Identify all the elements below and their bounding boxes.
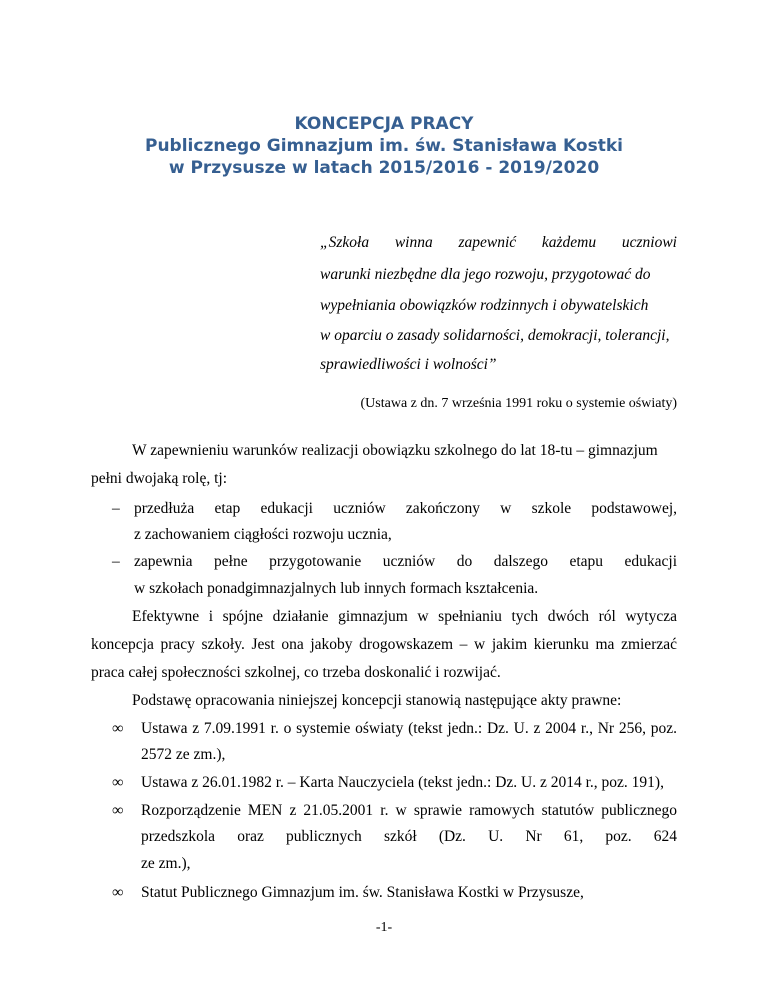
act-word: szkół (383, 828, 417, 845)
intro-line-2: pełni dwojaką rolę, tj: (91, 470, 228, 487)
role-word: edukacji (260, 500, 313, 517)
act-word: (Dz. (438, 828, 466, 845)
act-word: poz. (605, 828, 632, 845)
act-1-line-1: Ustawa z 7.09.1991 r. o systemie oświaty (tekst jedn.: Dz. U. z 2004 r., Nr 256, poz. (141, 720, 677, 737)
role-word: edukacji (624, 553, 678, 570)
quote-line-3: wypełniania obowiązków rodzinnych i obywatelskich (320, 297, 649, 314)
act-3-line-2 (141, 828, 677, 846)
para2-line-1: Efektywne i spójne działanie gimnazjum w spełnianiu tych dwóch ról wytycza (132, 608, 677, 625)
role-1-line-1 (134, 500, 677, 518)
act-word: oraz (237, 828, 264, 845)
quote-source: (Ustawa z dn. 7 września 1991 roku o systemie oświaty) (360, 396, 677, 411)
role-word: uczniów (333, 500, 386, 517)
role-2-line-1 (134, 553, 677, 571)
intro-line-1: W zapewnieniu warunków realizacji obowiązku szkolnego do lat 18-tu – gimnazjum (132, 442, 658, 459)
infinity-bullet: ∞ (112, 774, 124, 791)
act-1-line-2: 2572 ze zm.), (141, 746, 226, 763)
quote-word: winna (394, 234, 433, 251)
role-word: przygotowanie (269, 553, 362, 570)
act-word: Nr (525, 828, 542, 845)
role-word: zakończony (405, 500, 480, 517)
role-word: w (500, 500, 512, 517)
page-number: -1- (375, 920, 393, 935)
role-1-line-2: z zachowaniem ciągłości rozwoju ucznia, (134, 526, 392, 543)
dash-bullet: – (112, 500, 120, 517)
quote-word: „Szkoła (320, 234, 370, 251)
role-word: do (456, 553, 473, 570)
role-word: etapu (569, 553, 604, 570)
infinity-bullet: ∞ (112, 720, 124, 737)
quote-line-4: w oparciu o zasady solidarności, demokracji, tolerancji, (320, 327, 670, 344)
act-word: przedszkola (141, 828, 216, 845)
act-3-line-3: ze zm.), (141, 855, 191, 872)
role-word: podstawowej, (591, 500, 678, 517)
act-word: 61, (563, 828, 584, 845)
dash-bullet: – (112, 553, 120, 570)
role-word: szkole (531, 500, 572, 517)
document-title-line-3: w Przysusze w latach 2015/2016 - 2019/2020 (168, 158, 600, 178)
act-3-line-1: Rozporządzenie MEN z 21.05.2001 r. w sprawie ramowych statutów publicznego (141, 802, 677, 819)
document-title-line-2: Publicznego Gimnazjum im. św. Stanisława Kostki (144, 136, 623, 156)
act-4-line-1: Statut Publicznego Gimnazjum im. św. Stanisława Kostki w Przysusze, (141, 884, 584, 901)
role-2-line-2: w szkołach ponadgimnazjalnych lub innych formach kształcenia. (134, 580, 539, 597)
role-word: dalszego (493, 553, 548, 570)
role-word: uczniów (382, 553, 436, 570)
role-word: przedłuża (134, 500, 195, 517)
para3-line-1: Podstawę opracowania niniejszej koncepcji stanowią następujące akty prawne: (132, 692, 622, 709)
para2-line-2: koncepcja pracy szkoły. Jest ona jakoby drogowskazem – w jakim kierunku ma zmierzać (91, 636, 677, 653)
act-word: publicznych (286, 828, 362, 845)
act-word: U. (488, 828, 504, 845)
quote-line-2: warunki niezbędne dla jego rozwoju, przygotować do (320, 266, 651, 283)
document-title-line-1: KONCEPCJA PRACY (294, 114, 474, 134)
infinity-bullet: ∞ (112, 884, 124, 901)
quote-line-5: sprawiedliwości i wolności” (320, 356, 497, 373)
quote-word: uczniowi (621, 234, 677, 251)
act-2-line-1: Ustawa z 26.01.1982 r. – Karta Nauczyciela (tekst jedn.: Dz. U. z 2014 r., poz. 191), (141, 774, 664, 791)
para2-line-3: praca całej społeczności szkolnej, co trzeba doskonalić i rozwijać. (91, 664, 501, 681)
role-word: pełne (214, 553, 248, 570)
quote-word: zapewnić (458, 234, 517, 251)
quote-word: każdemu (541, 234, 597, 251)
quote-line-1 (320, 234, 677, 252)
role-word: etap (214, 500, 241, 517)
infinity-bullet: ∞ (112, 802, 124, 819)
role-word: zapewnia (134, 553, 193, 570)
act-word: 624 (653, 828, 678, 845)
